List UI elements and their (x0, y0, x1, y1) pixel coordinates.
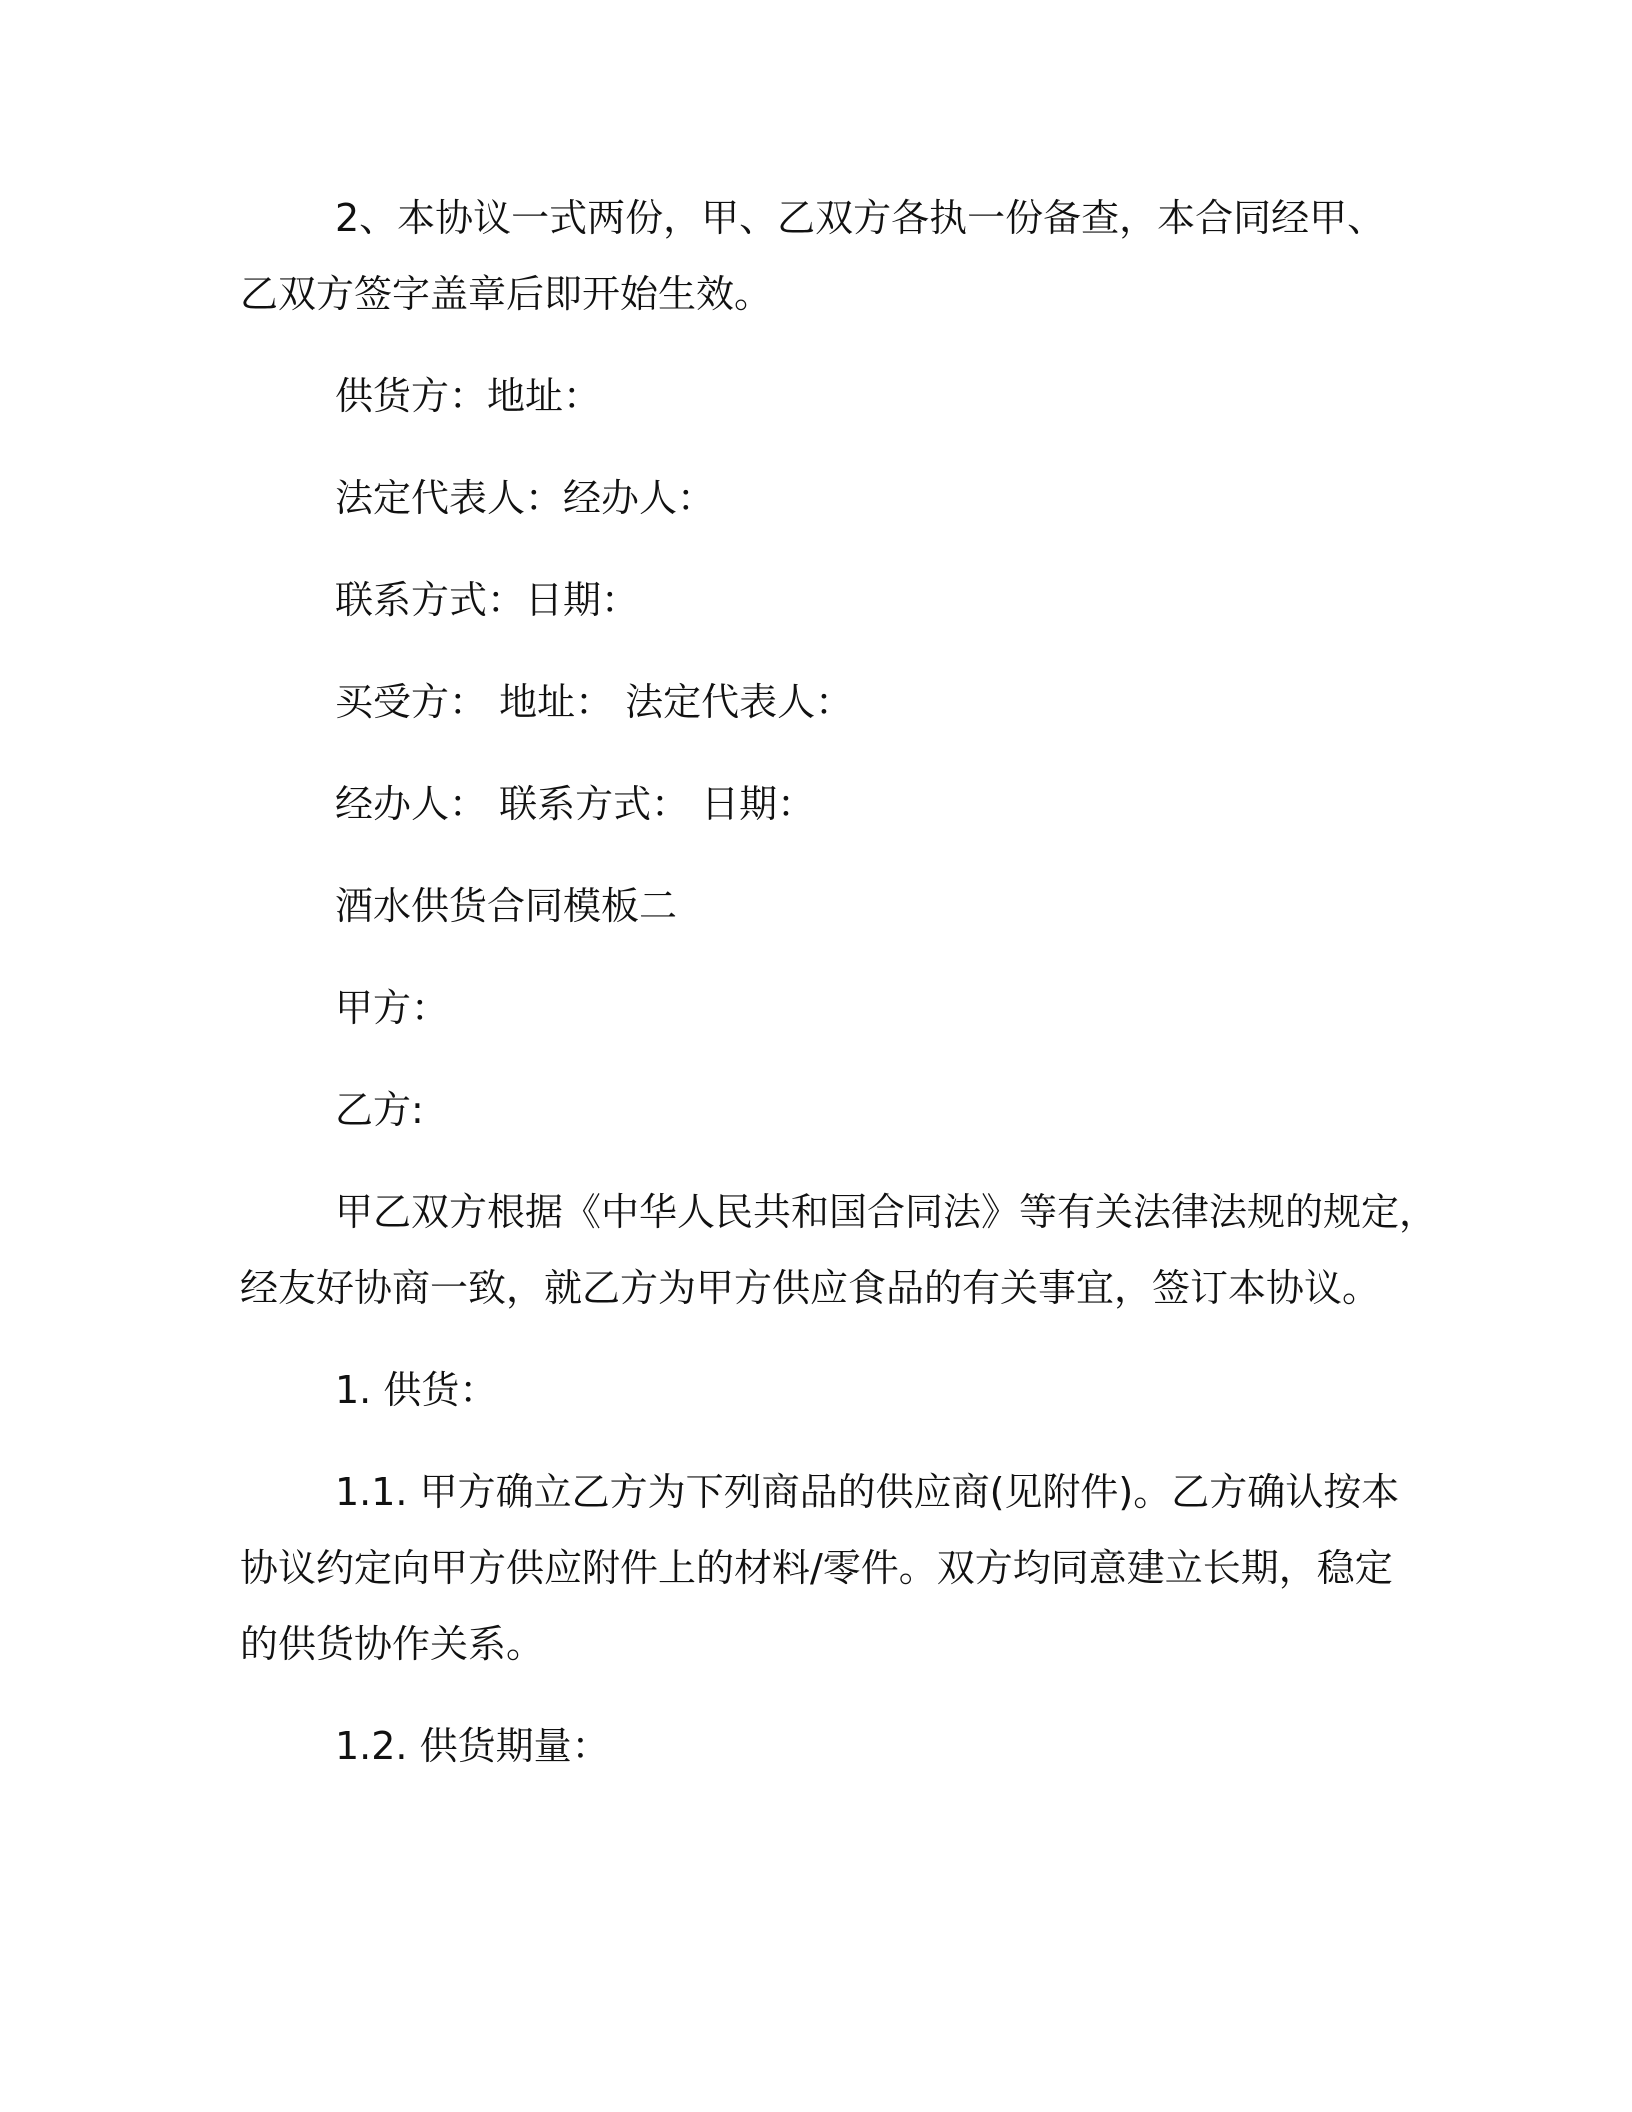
buyer-address-line: 买受方： 地址： 法定代表人： (335, 680, 854, 724)
party-b-label: 乙方: (335, 1088, 424, 1132)
party-a-label: 甲方： (335, 986, 450, 1030)
intro-line-1: 甲乙双方根据《中华人民共和国合同法》等有关法律法规的规定， (335, 1190, 1438, 1234)
supplier-contact-line: 联系方式：日期： (335, 578, 640, 622)
template-title: 酒水供货合同模板二 (335, 884, 678, 928)
clause-1-1-line-2: 协议约定向甲方供应附件上的材料/零件。双方均同意建立长期，稳定 (240, 1546, 1393, 1590)
buyer-contact-line: 经办人： 联系方式： 日期： (335, 782, 816, 826)
effect-clause-line-2: 乙双方签字盖章后即开始生效。 (240, 272, 773, 316)
clause-1-1-line-1: 1.1. 甲方确立乙方为下列商品的供应商(见附件)。乙方确认按本 (335, 1470, 1400, 1514)
clause-1-1-line-3: 的供货协作关系。 (240, 1622, 545, 1666)
supplier-representative-line: 法定代表人：经办人： (335, 476, 716, 520)
section-1-heading: 1. 供货： (335, 1368, 498, 1412)
supplier-address-line: 供货方：地址： (335, 374, 602, 418)
clause-1-2: 1.2. 供货期量： (335, 1724, 610, 1768)
intro-line-2: 经友好协商一致，就乙方为甲方供应食品的有关事宜，签订本协议。 (240, 1266, 1381, 1310)
effect-clause-line-1: 2、本协议一式两份，甲、乙双方各执一份备查，本合同经甲、 (335, 196, 1386, 240)
